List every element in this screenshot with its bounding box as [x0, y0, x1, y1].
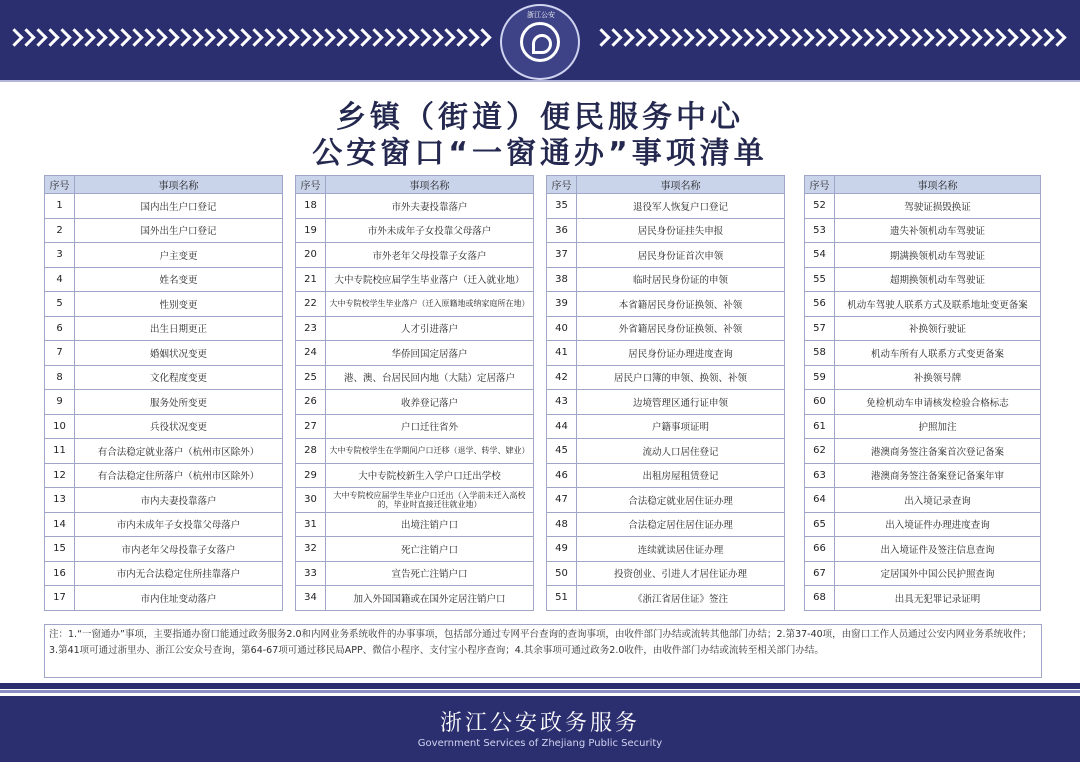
table-row — [45, 341, 283, 366]
item-number: 35 — [547, 194, 577, 219]
table-row — [45, 365, 283, 390]
table-row — [805, 488, 1041, 513]
table-row — [805, 267, 1041, 292]
item-number: 65 — [805, 512, 835, 537]
item-name: 国内出生户口登记 — [75, 194, 283, 219]
table-row — [45, 561, 283, 586]
item-number: 67 — [805, 561, 835, 586]
item-name: 出生日期更正 — [75, 316, 283, 341]
item-number: 9 — [45, 390, 75, 415]
item-number: 46 — [547, 463, 577, 488]
table-row — [805, 512, 1041, 537]
item-number: 38 — [547, 267, 577, 292]
item-number: 12 — [45, 463, 75, 488]
items-table-2 — [295, 175, 534, 611]
item-number: 59 — [805, 365, 835, 390]
item-name: 市内夫妻投靠落户 — [75, 488, 283, 513]
table-row — [805, 537, 1041, 562]
table-row — [547, 292, 785, 317]
table-row — [296, 488, 534, 513]
item-number: 14 — [45, 512, 75, 537]
chevron-decoration-left — [8, 28, 498, 50]
item-name: 合法稳定居住居住证办理 — [577, 512, 785, 537]
item-number: 47 — [547, 488, 577, 513]
table-row — [296, 267, 534, 292]
item-name: 临时居民身份证的申领 — [577, 267, 785, 292]
table-row — [805, 439, 1041, 464]
item-number: 19 — [296, 218, 326, 243]
item-number: 37 — [547, 243, 577, 268]
item-name: 姓名变更 — [75, 267, 283, 292]
table-row — [296, 218, 534, 243]
table-row — [547, 341, 785, 366]
footer-subtitle: Government Services of Zhejiang Public Security — [417, 738, 663, 749]
table-row — [45, 194, 283, 219]
table-row — [547, 243, 785, 268]
table-row — [805, 414, 1041, 439]
footer-band — [0, 696, 1080, 762]
item-name: 文化程度变更 — [75, 365, 283, 390]
item-name: 本省籍居民身份证换领、补领 — [577, 292, 785, 317]
table-row — [547, 414, 785, 439]
item-name: 居民户口簿的申领、换领、补领 — [577, 365, 785, 390]
item-number: 17 — [45, 586, 75, 611]
table-row — [547, 488, 785, 513]
item-name: 出入境证件及签注信息查询 — [835, 537, 1041, 562]
item-name: 户籍事项证明 — [577, 414, 785, 439]
item-name: 市内未成年子女投靠父母落户 — [75, 512, 283, 537]
table-row — [45, 512, 283, 537]
table-row — [547, 512, 785, 537]
table-row — [296, 390, 534, 415]
item-number: 43 — [547, 390, 577, 415]
item-name: 出具无犯罪记录证明 — [835, 586, 1041, 611]
table-row — [45, 439, 283, 464]
item-name: 宣告死亡注销户口 — [326, 561, 534, 586]
table-row — [547, 267, 785, 292]
table-row — [45, 390, 283, 415]
item-number: 21 — [296, 267, 326, 292]
table-row — [296, 194, 534, 219]
chevron-right-icon — [476, 28, 488, 50]
table-row — [45, 488, 283, 513]
footer-stripe — [0, 683, 1080, 689]
item-number: 42 — [547, 365, 577, 390]
item-name: 兵役状况变更 — [75, 414, 283, 439]
item-number: 40 — [547, 316, 577, 341]
item-name: 大中专院校学生毕业落户（迁入原籍地或纳家庭所在地） — [326, 292, 534, 317]
item-number: 39 — [547, 292, 577, 317]
item-name: 机动车驾驶人联系方式及联系地址变更备案 — [835, 292, 1041, 317]
item-number: 55 — [805, 267, 835, 292]
table-row — [296, 316, 534, 341]
table-row — [547, 561, 785, 586]
item-number: 8 — [45, 365, 75, 390]
table-row — [547, 463, 785, 488]
item-name: 居民身份证挂失申报 — [577, 218, 785, 243]
item-name: 市外未成年子女投靠父母落户 — [326, 218, 534, 243]
table-header-row — [547, 176, 785, 194]
table-row — [805, 292, 1041, 317]
item-number: 28 — [296, 439, 326, 464]
item-name: 户口迁往省外 — [326, 414, 534, 439]
item-name: 国外出生户口登记 — [75, 218, 283, 243]
item-name: 遗失补领机动车驾驶证 — [835, 218, 1041, 243]
item-name: 收养登记落户 — [326, 390, 534, 415]
item-number: 18 — [296, 194, 326, 219]
table-row — [296, 512, 534, 537]
table-row — [547, 390, 785, 415]
item-number: 54 — [805, 243, 835, 268]
item-number: 64 — [805, 488, 835, 513]
table-row — [296, 365, 534, 390]
item-number: 52 — [805, 194, 835, 219]
item-name: 补换领号牌 — [835, 365, 1041, 390]
item-number: 3 — [45, 243, 75, 268]
item-name: 居民身份证办理进度查询 — [577, 341, 785, 366]
item-name: 人才引进落户 — [326, 316, 534, 341]
item-number: 13 — [45, 488, 75, 513]
item-name: 市内住址变动落户 — [75, 586, 283, 611]
table-row — [45, 218, 283, 243]
item-number: 50 — [547, 561, 577, 586]
item-number: 27 — [296, 414, 326, 439]
table-row — [296, 463, 534, 488]
table-row — [547, 316, 785, 341]
item-name: 外省籍居民身份证换领、补领 — [577, 316, 785, 341]
table-header-row — [45, 176, 283, 194]
item-number: 20 — [296, 243, 326, 268]
table-row — [45, 414, 283, 439]
column-header-name: 事项名称 — [326, 176, 534, 194]
page-title-line1: 乡镇（街道）便民服务中心 — [336, 100, 744, 135]
table-row — [296, 292, 534, 317]
table-row — [805, 586, 1041, 611]
item-name: 边境管理区通行证申领 — [577, 390, 785, 415]
table-row — [45, 463, 283, 488]
item-number: 24 — [296, 341, 326, 366]
chevron-right-icon — [1051, 28, 1063, 50]
chevron-decoration-right — [595, 28, 1075, 50]
item-number: 63 — [805, 463, 835, 488]
item-number: 33 — [296, 561, 326, 586]
item-number: 60 — [805, 390, 835, 415]
table-row — [547, 439, 785, 464]
table-header-row — [805, 176, 1041, 194]
item-name: 退役军人恢复户口登记 — [577, 194, 785, 219]
item-name: 大中专院校学生在学期间户口迁移（退学、转学、肄业） — [326, 439, 534, 464]
table-row — [45, 243, 283, 268]
table-row — [547, 194, 785, 219]
item-name: 超期换领机动车驾驶证 — [835, 267, 1041, 292]
table-row — [296, 243, 534, 268]
table-row — [805, 390, 1041, 415]
table-row — [805, 243, 1041, 268]
item-number: 61 — [805, 414, 835, 439]
item-name: 户主变更 — [75, 243, 283, 268]
items-table-4 — [804, 175, 1041, 611]
table-header-row — [296, 176, 534, 194]
item-name: 护照加注 — [835, 414, 1041, 439]
table-row — [45, 292, 283, 317]
item-name: 出租房屋租赁登记 — [577, 463, 785, 488]
table-row — [805, 365, 1041, 390]
item-name: 流动人口居住登记 — [577, 439, 785, 464]
table-row — [296, 586, 534, 611]
item-number: 41 — [547, 341, 577, 366]
item-name: 华侨回国定居落户 — [326, 341, 534, 366]
item-number: 15 — [45, 537, 75, 562]
item-number: 36 — [547, 218, 577, 243]
item-number: 6 — [45, 316, 75, 341]
column-header-name: 事项名称 — [577, 176, 785, 194]
item-name: 连续就读居住证办理 — [577, 537, 785, 562]
column-header-no: 序号 — [296, 176, 326, 194]
item-name: 期满换领机动车驾驶证 — [835, 243, 1041, 268]
item-name: 大中专院校应届学生毕业落户（迁入就业地） — [326, 267, 534, 292]
item-number: 53 — [805, 218, 835, 243]
item-number: 5 — [45, 292, 75, 317]
table-row — [45, 537, 283, 562]
item-number: 48 — [547, 512, 577, 537]
table-row — [805, 341, 1041, 366]
item-number: 22 — [296, 292, 326, 317]
table-row — [547, 218, 785, 243]
column-header-no: 序号 — [45, 176, 75, 194]
item-number: 29 — [296, 463, 326, 488]
item-number: 16 — [45, 561, 75, 586]
item-name: 市外老年父母投靠子女落户 — [326, 243, 534, 268]
item-number: 44 — [547, 414, 577, 439]
item-number: 56 — [805, 292, 835, 317]
table-row — [296, 537, 534, 562]
column-header-name: 事项名称 — [75, 176, 283, 194]
item-number: 25 — [296, 365, 326, 390]
table-row — [805, 194, 1041, 219]
item-name: 投资创业、引进人才居住证办理 — [577, 561, 785, 586]
item-name: 出境注销户口 — [326, 512, 534, 537]
table-row — [805, 561, 1041, 586]
table-row — [45, 316, 283, 341]
item-name: 免检机动车申请核发检验合格标志 — [835, 390, 1041, 415]
shield-icon — [520, 22, 560, 62]
item-number: 57 — [805, 316, 835, 341]
table-row — [296, 561, 534, 586]
item-name: 婚姻状况变更 — [75, 341, 283, 366]
item-number: 31 — [296, 512, 326, 537]
column-header-no: 序号 — [805, 176, 835, 194]
table-row — [45, 586, 283, 611]
footnote: 注：1.“一窗通办”事项，主要指通办窗口能通过政务服务2.0和内网业务系统收件的办事事项，包括部分通过专网平台查询的查询事项，由收件部门办结或流转其他部门办结；2.第37-40项，由窗口工作人员通过公安内网业务系统收件；3.第41项可通过浙里办、浙江公安众号查询，第64-67项可通过移民局APP、微信小程序、支付宝小程序查询；4.其余事项可通过政务2.0收件，由收件部门办结或流转至相关部门办结。 — [44, 624, 1042, 678]
emblem-text: 浙江公安 — [527, 11, 555, 19]
item-name: 合法稳定就业居住证办理 — [577, 488, 785, 513]
item-name: 市内老年父母投靠子女落户 — [75, 537, 283, 562]
column-header-no: 序号 — [547, 176, 577, 194]
item-name: 市内无合法稳定住所挂靠落户 — [75, 561, 283, 586]
item-name: 驾驶证损毁换证 — [835, 194, 1041, 219]
footer-stripe-accent — [0, 690, 1080, 693]
table-row — [296, 439, 534, 464]
item-number: 51 — [547, 586, 577, 611]
item-name: 《浙江省居住证》签注 — [577, 586, 785, 611]
item-number: 1 — [45, 194, 75, 219]
item-number: 23 — [296, 316, 326, 341]
column-header-name: 事项名称 — [835, 176, 1041, 194]
item-name: 港澳商务签注备案首次登记备案 — [835, 439, 1041, 464]
item-name: 性别变更 — [75, 292, 283, 317]
item-number: 11 — [45, 439, 75, 464]
footer-title: 浙江公安政务服务 — [439, 711, 640, 736]
item-name: 定居国外中国公民护照查询 — [835, 561, 1041, 586]
table-row — [547, 365, 785, 390]
item-name: 服务处所变更 — [75, 390, 283, 415]
item-number: 30 — [296, 488, 326, 513]
item-name: 出入境记录查询 — [835, 488, 1041, 513]
header-band — [0, 0, 1080, 80]
item-number: 4 — [45, 267, 75, 292]
item-name: 港、澳、台居民回内地（大陆）定居落户 — [326, 365, 534, 390]
item-number: 34 — [296, 586, 326, 611]
table-row — [547, 586, 785, 611]
table-row — [805, 218, 1041, 243]
item-number: 68 — [805, 586, 835, 611]
item-name: 有合法稳定住所落户（杭州市区除外） — [75, 463, 283, 488]
item-number: 45 — [547, 439, 577, 464]
police-emblem-icon — [500, 4, 580, 80]
item-number: 7 — [45, 341, 75, 366]
item-name: 加入外国国籍或在国外定居注销户口 — [326, 586, 534, 611]
item-number: 26 — [296, 390, 326, 415]
item-number: 10 — [45, 414, 75, 439]
header-underline — [0, 80, 1080, 82]
table-row — [45, 267, 283, 292]
table-row — [547, 537, 785, 562]
items-table-1 — [44, 175, 283, 611]
items-table-3 — [546, 175, 785, 611]
item-name: 出入境证件办理进度查询 — [835, 512, 1041, 537]
item-number: 62 — [805, 439, 835, 464]
item-name: 大中专院校新生入学户口迁出学校 — [326, 463, 534, 488]
item-number: 32 — [296, 537, 326, 562]
item-number: 58 — [805, 341, 835, 366]
item-name: 补换领行驶证 — [835, 316, 1041, 341]
item-name: 大中专院校应届学生毕业户口迁出（入学前未迁入高校的，毕业时直接迁往就业地） — [326, 488, 534, 513]
item-name: 港澳商务签注备案登记备案年审 — [835, 463, 1041, 488]
table-row — [805, 463, 1041, 488]
item-name: 死亡注销户口 — [326, 537, 534, 562]
item-number: 2 — [45, 218, 75, 243]
item-name: 有合法稳定就业落户（杭州市区除外） — [75, 439, 283, 464]
page-title-line2: 公安窗口“一窗通办”事项清单 — [312, 136, 768, 171]
table-row — [805, 316, 1041, 341]
table-row — [296, 341, 534, 366]
item-number: 66 — [805, 537, 835, 562]
item-name: 机动车所有人联系方式变更备案 — [835, 341, 1041, 366]
item-name: 居民身份证首次申领 — [577, 243, 785, 268]
item-number: 49 — [547, 537, 577, 562]
item-name: 市外夫妻投靠落户 — [326, 194, 534, 219]
table-row — [296, 414, 534, 439]
